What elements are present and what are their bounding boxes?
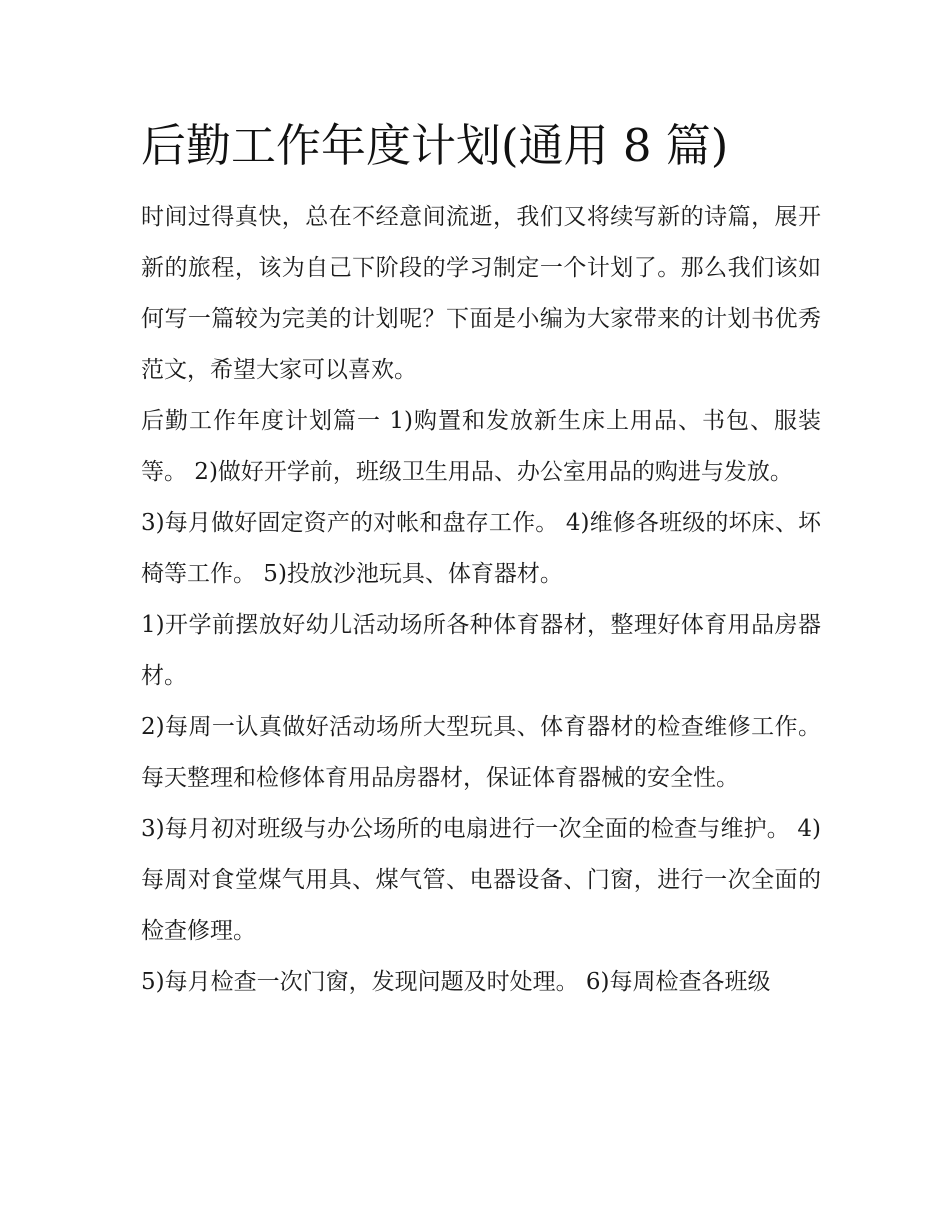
document-body bbox=[141, 112, 821, 1008]
paragraph-window-check: 5)每月检查一次门窗，发现问题及时处理。 6)每周检查各班级 bbox=[141, 969, 771, 995]
paragraph-intro: 时间过得真快，总在不经意间流逝，我们又将续写新的诗篇，展开新的旅程，该为自己下阶段的学习制定一个计划了。那么我们该如何写一篇较为完美的计划呢？下面是小编为大家带来的计划书优秀范文，希望大家可以喜欢。 bbox=[141, 204, 821, 383]
paragraph-plan-one: 后勤工作年度计划篇一 1)购置和发放新生床上用品、书包、服装等。 2)做好开学前，班级卫生用品、办公室用品的购进与发放。 bbox=[141, 408, 821, 485]
document-title: 后勤工作年度计划(通用 8 篇) bbox=[141, 119, 729, 172]
paragraph-assets: 3)每月做好固定资产的对帐和盘存工作。 4)维修各班级的坏床、坏椅等工作。 5)投放沙池玩具、体育器材。 bbox=[141, 510, 821, 587]
paragraph-sports-equipment: 1)开学前摆放好幼儿活动场所各种体育器材，整理好体育用品房器材。 bbox=[141, 612, 821, 689]
paragraph-weekly-check: 2)每周一认真做好活动场所大型玩具、体育器材的检查维修工作。每天整理和检修体育用品房器材，保证体育器械的安全性。 bbox=[141, 714, 821, 791]
paragraph-fan-gas-check: 3)每月初对班级与办公场所的电扇进行一次全面的检查与维护。 4)每周对食堂煤气用具、煤气管、电器设备、门窗，进行一次全面的检查修理。 bbox=[141, 816, 821, 944]
